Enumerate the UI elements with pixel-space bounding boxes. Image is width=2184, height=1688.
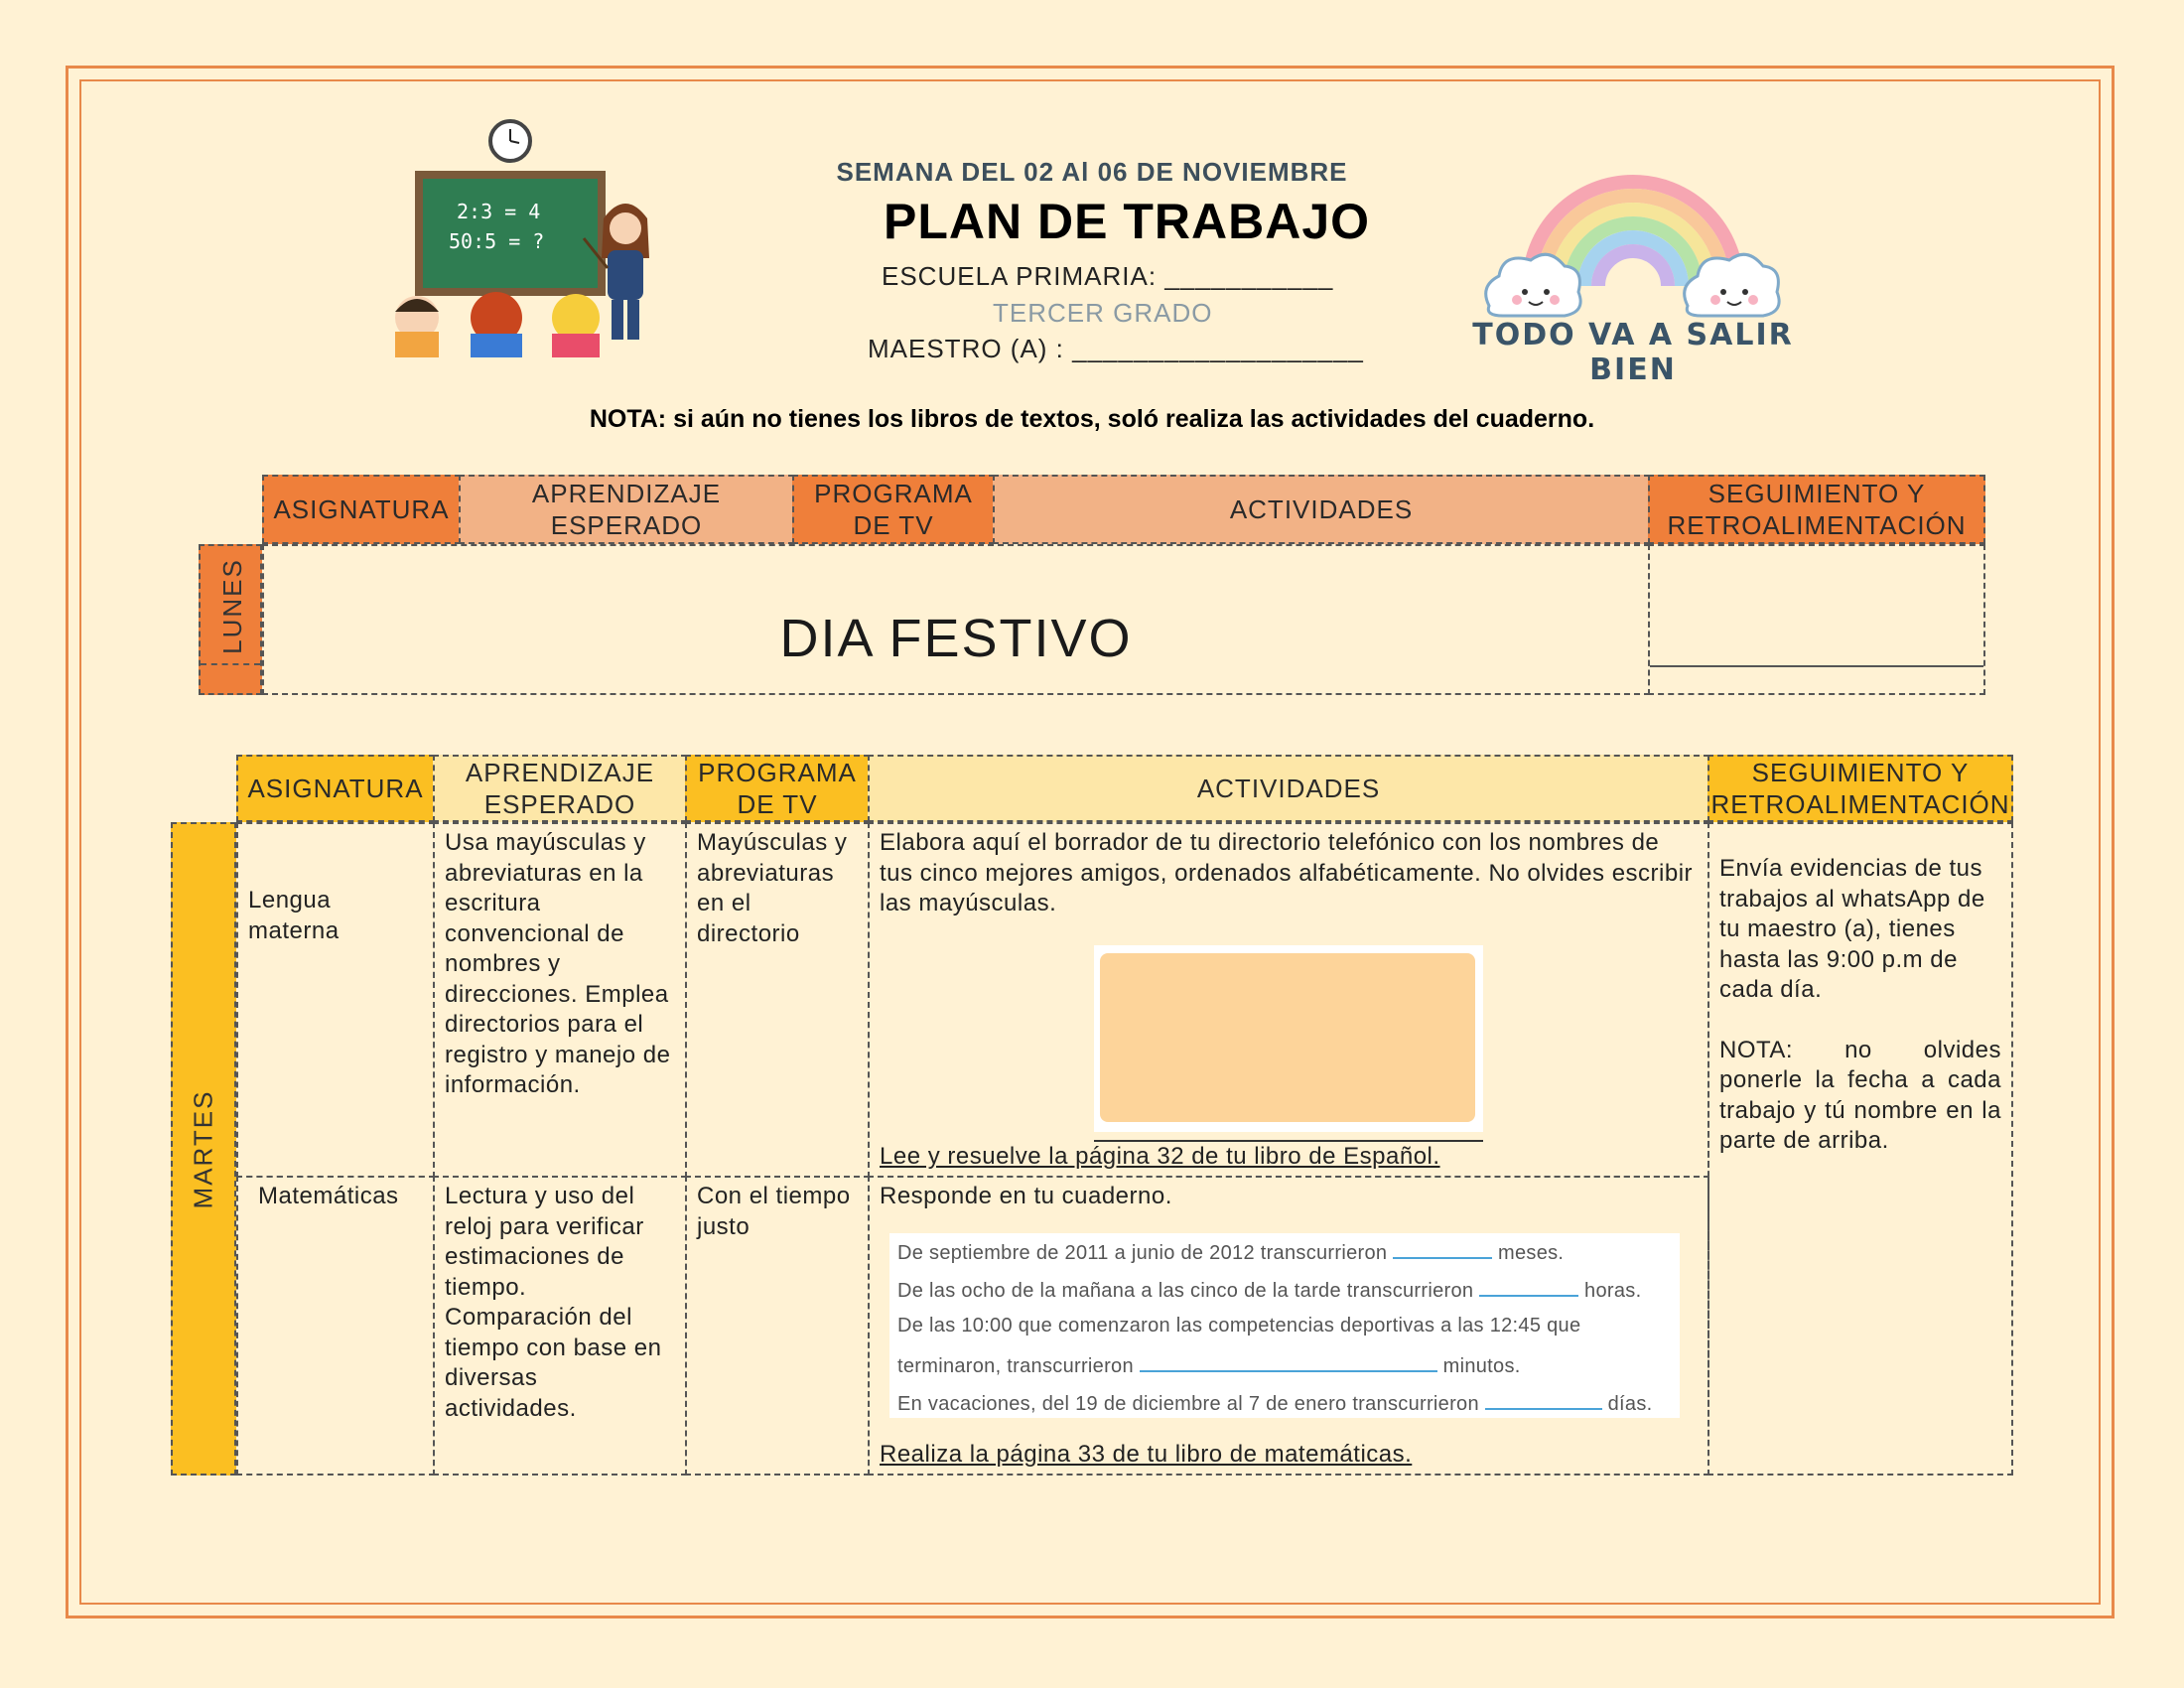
directory-draft-box <box>1094 945 1483 1132</box>
header-programa-2: PROGRAMA DE TV <box>685 755 870 822</box>
note-banner: NOTA: si aún no tienes los libros de textos, soló realiza las actividades del cuaderno. <box>589 405 1595 433</box>
actividad-lengua-text: Elabora aquí el borrador de tu directorio telefónico con los nombres de tus cinco mejores amigos, ordenados alfabéticamente. No olvides escribir las mayúsculas. <box>880 829 1694 916</box>
header-actividades-2: ACTIVIDADES <box>868 755 1709 822</box>
header-asignatura-1: ASIGNATURA <box>262 475 461 544</box>
actividad-matematicas-link: Realiza la página 33 de tu libro de matemáticas. <box>880 1441 1413 1468</box>
day-tab-martes <box>171 822 236 1476</box>
logo-slogan: TODO VA A SALIR BIEN <box>1472 318 1794 387</box>
header-asignatura-2: ASIGNATURA <box>236 755 435 822</box>
exercise-3a: De las 10:00 que comenzaron las competencias deportivas a las 12:45 que <box>897 1315 1581 1336</box>
exercise-3b: terminaron, transcurrieron minutos. <box>897 1352 1521 1378</box>
actividad-lengua-link: Lee y resuelve la página 32 de tu libro de Español. <box>880 1143 1440 1170</box>
seguimiento-martes <box>1707 822 2013 1476</box>
programa-lengua: Mayúsculas y abreviaturas en el directorio <box>685 822 870 1178</box>
header-seguimiento-2: SEGUIMIENTO Y RETROALIMENTACIÓN <box>1707 755 2013 822</box>
subject-lengua: Lengua materna <box>236 822 435 1178</box>
lunes-seguimiento-cell <box>1648 544 1985 695</box>
header-programa-1: PROGRAMA DE TV <box>792 475 995 544</box>
actividad-matematicas-text: Responde en tu cuaderno. <box>880 1183 1172 1209</box>
teacher-classroom-illustration <box>377 119 675 357</box>
day-label-martes: MARTES <box>188 1089 218 1208</box>
subject-matematicas: Matemáticas <box>236 1176 435 1476</box>
header-aprendizaje-1: APRENDIZAJE ESPERADO <box>459 475 794 544</box>
holiday-text: DIA FESTIVO <box>779 609 1133 668</box>
teacher-field: MAESTRO (A) : ___________________ <box>868 334 1364 363</box>
board-text-2: 50:5 = ? <box>449 229 545 253</box>
seguimiento-envio: Envía evidencias de tus trabajos al whatsApp de tu maestro (a), tienes hasta las 9:00 p.m de cada día. <box>1719 855 1985 1003</box>
programa-matematicas: Con el tiempo justo <box>685 1176 870 1476</box>
exercise-2: De las ocho de la mañana a las cinco de la tarde transcurrieron horas. <box>897 1277 1641 1303</box>
math-exercise-box <box>889 1233 1680 1418</box>
aprendizaje-lengua: Usa mayúsculas y abreviaturas en la escritura convencional de nombres y direcciones. Emplea directorios para el registro y manejo de información. <box>433 822 687 1178</box>
draft-underline <box>1094 1140 1483 1142</box>
header-actividades-1: ACTIVIDADES <box>993 475 1650 544</box>
day-label-lunes: LUNES <box>216 557 247 654</box>
day-tab-lunes <box>199 544 262 695</box>
grade-label: TERCER GRADO <box>993 298 1213 328</box>
header-seguimiento-1: SEGUIMIENTO Y RETROALIMENTACIÓN <box>1648 475 1985 544</box>
seguimiento-nota: NOTA: no olvides ponerle la fecha a cada trabajo y tú nombre en la parte de arriba. <box>1719 1036 2001 1154</box>
board-text-1: 2:3 = 4 <box>457 200 541 223</box>
page-title: PLAN DE TRABAJO <box>884 194 1371 249</box>
school-field: ESCUELA PRIMARIA: ___________ <box>882 261 1334 291</box>
week-label: SEMANA DEL 02 Al 06 DE NOVIEMBRE <box>836 157 1348 187</box>
exercise-4: En vacaciones, del 19 de diciembre al 7 de enero transcurrieron días. <box>897 1390 1652 1416</box>
exercise-1: De septiembre de 2011 a junio de 2012 transcurrieron meses. <box>897 1239 1564 1265</box>
header-aprendizaje-2: APRENDIZAJE ESPERADO <box>433 755 687 822</box>
aprendizaje-matematicas: Lectura y uso del reloj para verificar estimaciones de tiempo. Comparación del tiempo con base en diversas actividades. <box>433 1176 687 1476</box>
